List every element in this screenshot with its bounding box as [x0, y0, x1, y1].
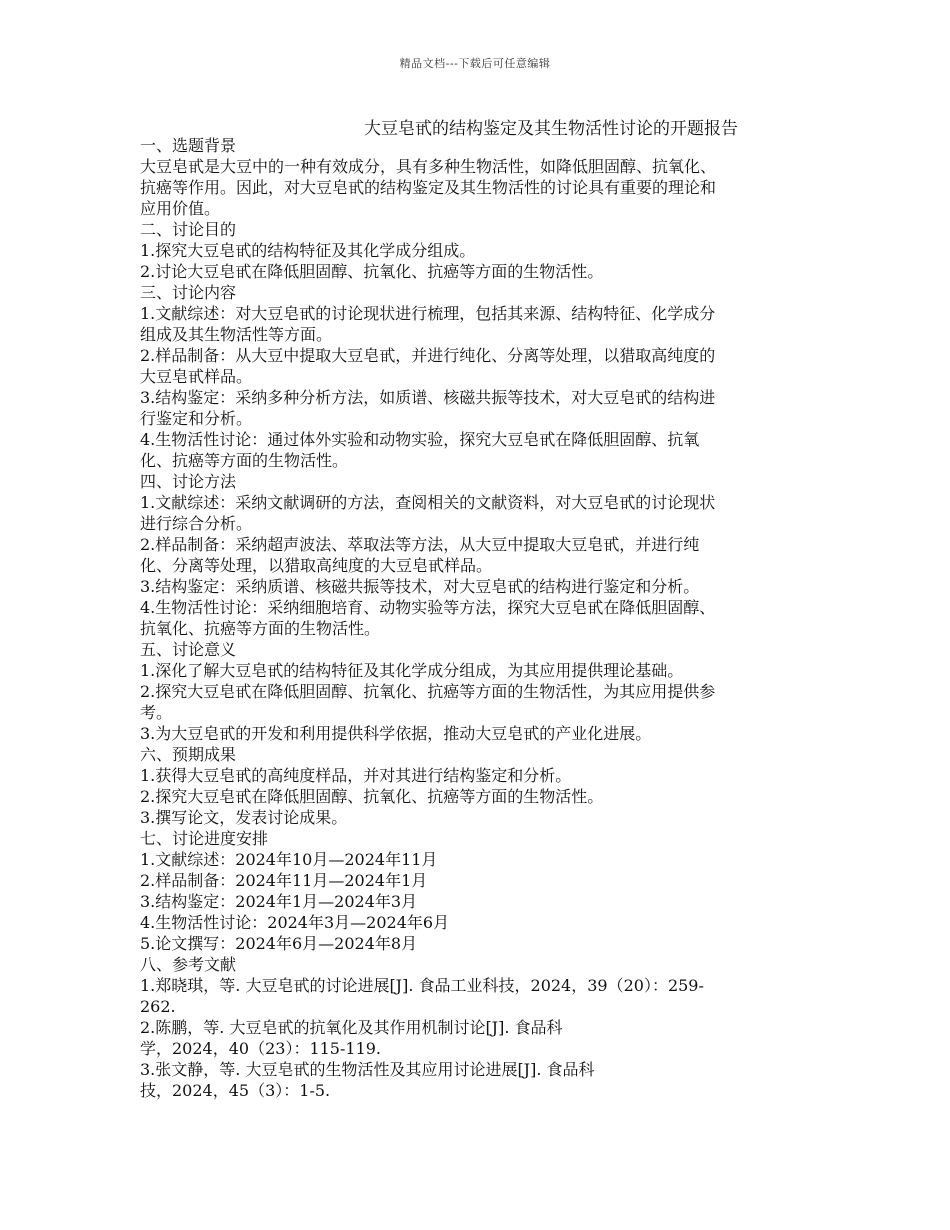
text-line: 化、抗癌等方面的生物活性。	[140, 451, 349, 470]
text-line: 1.文献综述：采纳文献调研的方法，查阅相关的文献资料，对大豆皂甙的讨论现状	[140, 493, 716, 512]
watermark-header: 精品文档---下载后可任意编辑	[399, 57, 551, 70]
text-line: 3.撰写论文，发表讨论成果。	[140, 808, 348, 827]
text-line: 技，2024，45（3）：1-5.	[140, 1081, 331, 1100]
document-body	[140, 135, 815, 1101]
text-line: 1.文献综述：2024年10月—2024年11月	[140, 850, 438, 869]
text-line: 4.生物活性讨论：2024年3月—2024年6月	[140, 913, 450, 932]
text-line: 3.为大豆皂甙的开发和利用提供科学依据，推动大豆皂甙的产业化进展。	[140, 724, 652, 743]
text-line: 1.文献综述：对大豆皂甙的讨论现状进行梳理，包括其来源、结构特征、化学成分	[140, 304, 716, 323]
text-line: 大豆皂甙是大豆中的一种有效成分，具有多种生物活性，如降低胆固醇、抗氧化、	[140, 157, 717, 176]
text-line: 化、分离等处理，以猎取高纯度的大豆皂甙样品。	[140, 556, 493, 575]
text-line: 行鉴定和分析。	[140, 409, 253, 428]
text-line: 1.探究大豆皂甙的结构特征及其化学成分组成。	[140, 241, 476, 260]
text-line: 六、预期成果	[140, 745, 237, 764]
text-line: 2.样品制备：2024年11月—2024年1月	[140, 871, 428, 890]
text-line: 组成及其生物活性等方面。	[140, 325, 333, 344]
text-line: 2.讨论大豆皂甙在降低胆固醇、抗氧化、抗癌等方面的生物活性。	[140, 262, 604, 281]
text-line: 学，2024，40（23）：115-119.	[140, 1039, 382, 1058]
text-line: 二、讨论目的	[140, 220, 237, 239]
text-line: 抗癌等作用。因此，对大豆皂甙的结构鉴定及其生物活性的讨论具有重要的理论和	[140, 178, 717, 197]
text-line: 2.样品制备：从大豆中提取大豆皂甙，并进行纯化、分离等处理，以猎取高纯度的	[140, 346, 716, 365]
text-line: 2.陈鹏，等. 大豆皂甙的抗氧化及其作用机制讨论[J]. 食品科	[140, 1018, 563, 1037]
text-line: 1.深化了解大豆皂甙的结构特征及其化学成分组成，为其应用提供理论基础。	[140, 661, 684, 680]
text-line: 1.郑晓琪，等. 大豆皂甙的讨论进展[J]. 食品工业科技，2024，39（20）：259-	[140, 976, 704, 995]
text-line: 3.结构鉴定：2024年1月—2024年3月	[140, 892, 418, 911]
text-line: 262.	[140, 997, 176, 1016]
text-line: 五、讨论意义	[140, 640, 237, 659]
text-line: 2.探究大豆皂甙在降低胆固醇、抗氧化、抗癌等方面的生物活性，为其应用提供参	[140, 682, 716, 701]
text-line: 四、讨论方法	[140, 472, 237, 491]
text-line: 考。	[140, 703, 173, 722]
text-line: 一、选题背景	[140, 136, 237, 155]
document-title: 大豆皂甙的结构鉴定及其生物活性讨论的开题报告	[364, 119, 738, 139]
text-line: 1.获得大豆皂甙的高纯度样品，并对其进行结构鉴定和分析。	[140, 766, 572, 785]
text-line: 八、参考文献	[140, 955, 237, 974]
text-line: 应用价值。	[140, 199, 221, 218]
text-line: 大豆皂甙样品。	[140, 367, 253, 386]
text-line: 进行综合分析。	[140, 514, 253, 533]
text-line: 2.样品制备：采纳超声波法、萃取法等方法，从大豆中提取大豆皂甙，并进行纯	[140, 535, 700, 554]
text-line: 三、讨论内容	[140, 283, 237, 302]
text-line: 4.生物活性讨论：通过体外实验和动物实验，探究大豆皂甙在降低胆固醇、抗氧	[140, 430, 700, 449]
text-line: 3.张文静，等. 大豆皂甙的生物活性及其应用讨论进展[J]. 食品科	[140, 1060, 595, 1079]
text-line: 3.结构鉴定：采纳质谱、核磁共振等技术，对大豆皂甙的结构进行鉴定和分析。	[140, 577, 700, 596]
text-line: 2.探究大豆皂甙在降低胆固醇、抗氧化、抗癌等方面的生物活性。	[140, 787, 604, 806]
text-line: 抗氧化、抗癌等方面的生物活性。	[140, 619, 381, 638]
text-line: 七、讨论进度安排	[140, 829, 269, 848]
text-line: 3.结构鉴定：采纳多种分析方法，如质谱、核磁共振等技术，对大豆皂甙的结构进	[140, 388, 716, 407]
text-line: 5.论文撰写：2024年6月—2024年8月	[140, 934, 418, 953]
text-line: 4.生物活性讨论：采纳细胞培育、动物实验等方法，探究大豆皂甙在降低胆固醇、	[140, 598, 716, 617]
